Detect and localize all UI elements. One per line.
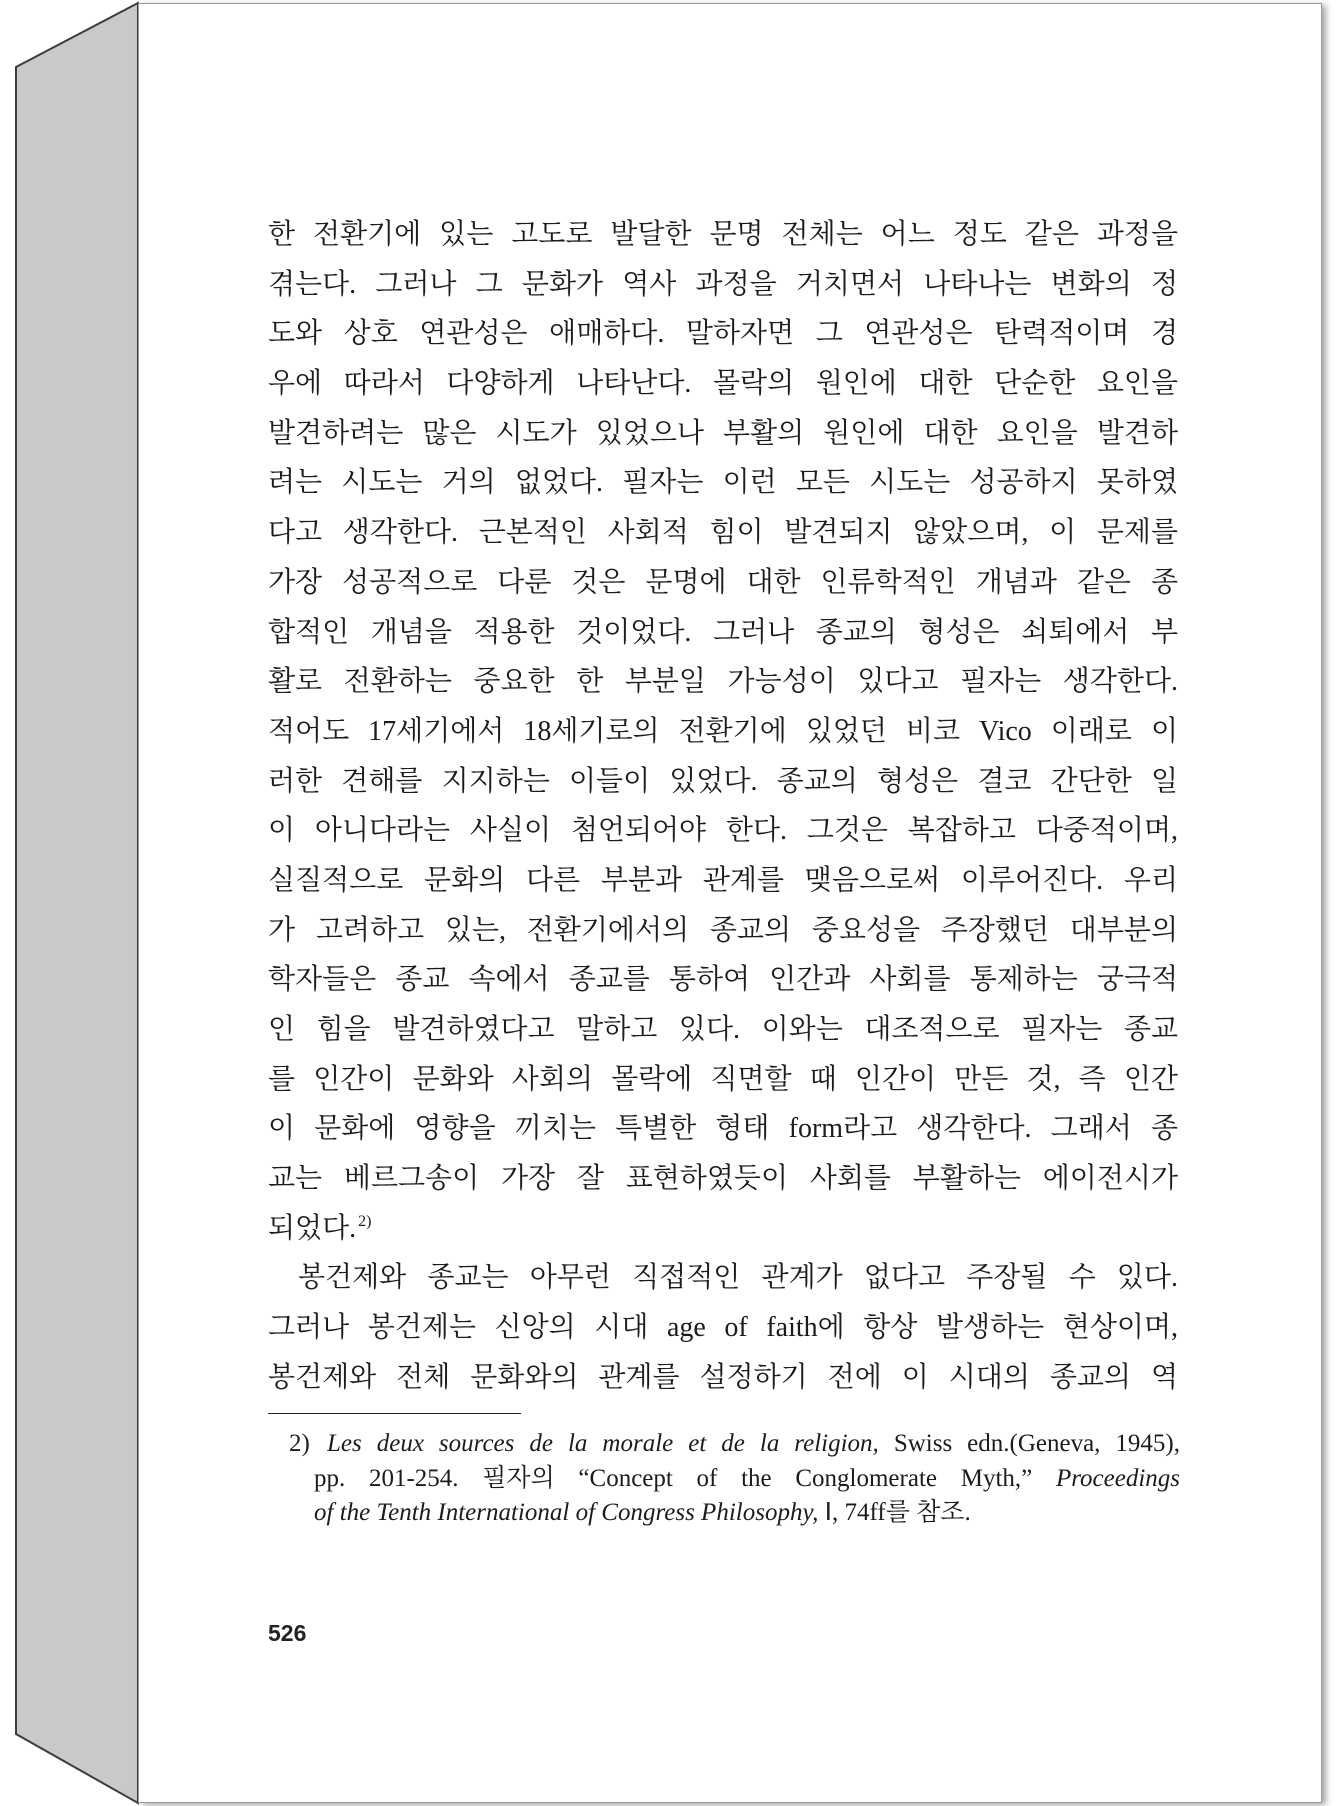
body-line: 려는 시도는 거의 없었다. 필자는 이런 모든 시도는 성공하지 못하였 bbox=[268, 467, 1178, 499]
body-line: 실질적으로 문화의 다른 부분과 관계를 맺음으로써 이루어진다. 우리 bbox=[268, 864, 1178, 896]
body-line: 봉건제와 전체 문화와의 관계를 설정하기 전에 이 시대의 종교의 역 bbox=[268, 1361, 1178, 1393]
body-line: 가 고려하고 있는, 전환기에서의 종교의 중요성을 주장했던 대부분의 bbox=[268, 914, 1178, 946]
footnote-text: Ⅰ, 74ff를 참조. bbox=[824, 1499, 971, 1526]
body-line: 다고 생각한다. 근본적인 사회적 힘이 발견되지 않았으며, 이 문제를 bbox=[268, 517, 1178, 549]
footnote-line bbox=[314, 1462, 1180, 1497]
footnote-text: pp. 201-254. 필자의 “Concept of the Conglomerate Myth,” bbox=[314, 1464, 1033, 1492]
body-line-paragraph-end bbox=[268, 1204, 1178, 1254]
body-line-text: 되었다. bbox=[268, 1212, 357, 1244]
page-number: 526 bbox=[268, 1620, 307, 1646]
body-line: 를 인간이 문화와 사회의 몰락에 직면할 때 인간이 만든 것, 즉 인간 bbox=[268, 1063, 1178, 1095]
body-line-paragraph-start: 봉건제와 종교는 아무런 직접적인 관계가 없다고 주장될 수 있다. bbox=[298, 1262, 1178, 1294]
body-line: 한 전환기에 있는 고도로 발달한 문명 전체는 어느 정도 같은 과정을 bbox=[268, 219, 1178, 250]
body-text bbox=[268, 210, 1178, 1403]
body-line: 인 힘을 발견하였다고 말하고 있다. 이와는 대조적으로 필자는 종교 bbox=[268, 1014, 1178, 1045]
body-line: 그러나 봉건제는 신앙의 시대 age of faith에 항상 발생하는 현상이며, bbox=[268, 1312, 1178, 1344]
body-line: 학자들은 종교 속에서 종교를 통하여 인간과 사회를 통제하는 궁극적 bbox=[268, 964, 1178, 996]
book-side-edge bbox=[0, 0, 140, 1806]
footnote-journal-title: Proceedings bbox=[1055, 1464, 1180, 1492]
book-page bbox=[138, 3, 1322, 1803]
body-line: 합적인 개념을 적용한 것이었다. 그러나 종교의 형성은 쇠퇴에서 부 bbox=[268, 616, 1178, 648]
body-line: 발견하려는 많은 시도가 있었으나 부활의 원인에 대한 요인을 발견하 bbox=[268, 417, 1178, 449]
body-line: 우에 따라서 다양하게 나타난다. 몰락의 원인에 대한 단순한 요인을 bbox=[268, 368, 1178, 400]
body-line: 적어도 17세기에서 18세기로의 전환기에 있었던 비코 Vico 이래로 이 bbox=[268, 715, 1178, 747]
body-line: 도와 상호 연관성은 애매하다. 말하자면 그 연관성은 탄력적이며 경 bbox=[268, 318, 1178, 350]
footnote-reference: 2) bbox=[358, 1212, 372, 1230]
body-line: 러한 견해를 지지하는 이들이 있었다. 종교의 형성은 결코 간단한 일 bbox=[268, 765, 1178, 797]
footnote-journal-title: of the Tenth International of Congress Philosophy, bbox=[314, 1499, 819, 1526]
body-line: 이 아니다라는 사실이 첨언되어야 한다. 그것은 복잡하고 다중적이며, bbox=[268, 815, 1178, 847]
body-line: 활로 전환하는 중요한 한 부분일 가능성이 있다고 필자는 생각한다. bbox=[268, 666, 1178, 698]
footnote-book-title: Les deux sources de la morale et de la religion, bbox=[327, 1430, 879, 1457]
footnote-text: Swiss edn.(Geneva, 1945), bbox=[893, 1430, 1180, 1457]
body-line: 이 문화에 영향을 끼치는 특별한 형태 form라고 생각한다. 그래서 종 bbox=[268, 1113, 1178, 1145]
footnote-number: 2) bbox=[289, 1430, 310, 1457]
body-line: 가장 성공적으로 다룬 것은 문명에 대한 인류학적인 개념과 같은 종 bbox=[268, 566, 1178, 598]
body-line: 교는 베르그송이 가장 잘 표현하였듯이 사회를 부활하는 에이전시가 bbox=[268, 1163, 1178, 1195]
footnote-divider bbox=[268, 1413, 521, 1414]
footnote-line bbox=[314, 1496, 1180, 1531]
footnote-line bbox=[327, 1427, 1180, 1462]
body-line: 겪는다. 그러나 그 문화가 역사 과정을 거치면서 나타나는 변화의 정 bbox=[268, 268, 1178, 300]
